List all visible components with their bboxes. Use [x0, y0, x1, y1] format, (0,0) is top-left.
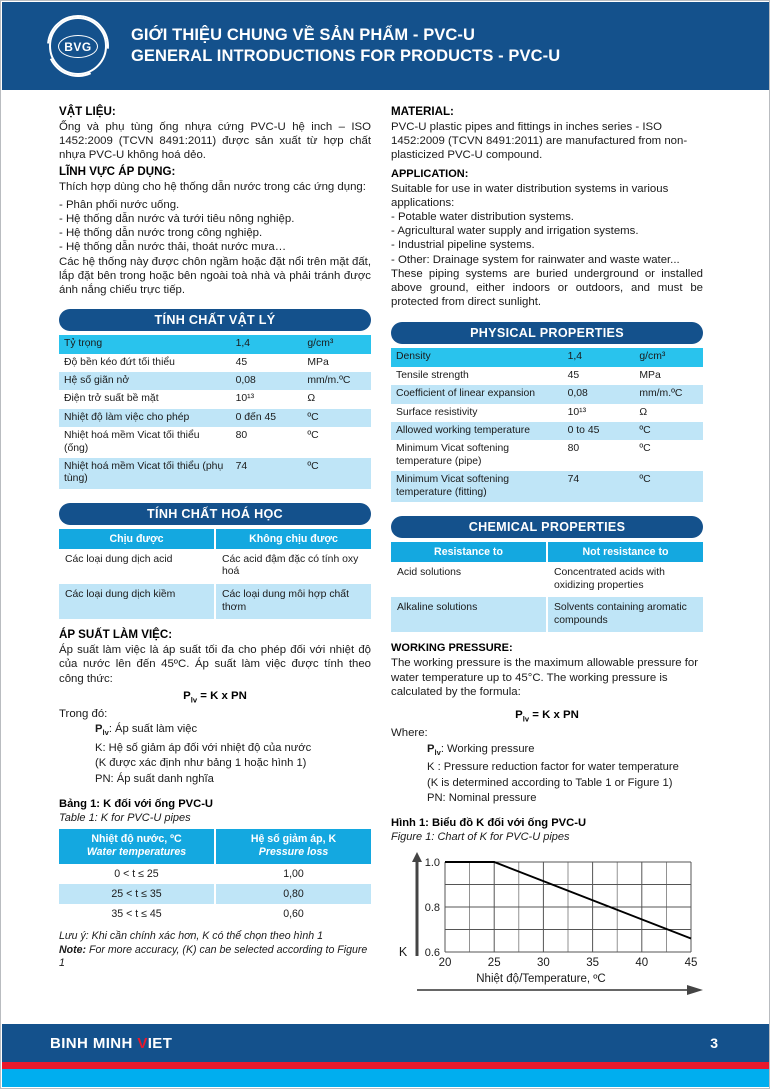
def-k-note-vi: (K được xác định như bảng 1 hoặc hình 1) — [95, 757, 307, 770]
application-intro-en: Suitable for use in water distribution systems in various applications: — [391, 182, 669, 209]
cell-name: Hệ số giãn nở — [59, 372, 231, 390]
material-heading-en: MATERIAL: — [391, 105, 454, 118]
cell-temp-range: 25 < t ≤ 35 — [59, 884, 215, 904]
cell-unit: ºC — [634, 440, 703, 471]
table-row — [391, 385, 703, 403]
cell-unit: MPa — [302, 354, 371, 372]
table-row — [391, 422, 703, 440]
cell-name: Nhiệt hoá mềm Vicat tối thiểu (ống) — [59, 427, 231, 458]
cell-value: 1,4 — [231, 335, 303, 353]
application-item-en: - Industrial pipeline systems. — [391, 239, 535, 252]
cell-unit: ºC — [302, 427, 371, 458]
def-plv-text: : Working pressure — [440, 742, 535, 755]
table1-note-en-wrap — [59, 944, 371, 971]
page-number: 3 — [710, 1035, 718, 1051]
cell-temp-range: 35 < t ≤ 45 — [59, 904, 215, 924]
cell-not-resistance: Solvents containing aromatic compounds — [547, 597, 703, 632]
where-label-en: Where: — [391, 727, 428, 740]
cell-resistance: Các loại dung dịch kiềm — [59, 584, 215, 619]
col-header-resistance: Chịu được — [59, 529, 215, 549]
cell-value: 10¹³ — [231, 390, 303, 408]
svg-text:40: 40 — [635, 957, 649, 970]
cell-name: Tensile strength — [391, 367, 563, 385]
footer-brand-part1: BINH MINH — [50, 1034, 138, 1052]
table-row — [391, 440, 703, 471]
table-header-row — [59, 529, 371, 549]
definition-list-vi — [59, 722, 371, 787]
def-pn-en: PN: Nominal pressure — [427, 792, 537, 805]
cell-value: 45 — [563, 367, 635, 385]
definition-list-en — [391, 742, 703, 807]
table-row — [59, 390, 371, 408]
cell-k-value: 0,80 — [215, 884, 371, 904]
application-outro-vi: Các hệ thống này được chôn ngầm hoặc đặt nổi trên mặt đất, lắp đặt bên trong hoặc bên ngoài toà nhà và phải tránh được ánh nắng chiếu trực tiếp. — [59, 255, 371, 297]
table-row — [59, 549, 371, 584]
cell-value: 74 — [563, 471, 635, 502]
formula-en — [391, 709, 703, 723]
def-plv-sub: lv — [434, 747, 441, 757]
physical-properties-block-en — [391, 322, 703, 502]
footer-brand — [50, 1035, 172, 1052]
formula-rest: = K x PN — [529, 709, 579, 722]
footer-brand-part2: IET — [147, 1034, 173, 1052]
cell-value: 0,08 — [563, 385, 635, 403]
cell-resistance: Các loại dung dịch acid — [59, 549, 215, 584]
svg-text:K: K — [398, 945, 408, 960]
chemical-properties-block-en — [391, 516, 703, 632]
table-row — [59, 884, 371, 904]
table1-note-en-text: For more accuracy, (K) can be selected according to Figure 1 — [59, 943, 368, 970]
svg-text:35: 35 — [586, 957, 599, 970]
cell-unit: mm/m.ºC — [634, 385, 703, 403]
physical-properties-block-vi — [59, 309, 371, 489]
cell-resistance: Alkaline solutions — [391, 597, 547, 632]
chemical-properties-table-vi — [59, 529, 371, 619]
def-plv-symbol: P — [95, 723, 103, 736]
bvg-logo — [47, 15, 109, 77]
svg-text:1.0: 1.0 — [424, 857, 440, 870]
def-plv-symbol: P — [427, 742, 435, 755]
table-row — [391, 562, 703, 597]
formula-p: P — [515, 709, 523, 722]
svg-text:30: 30 — [537, 957, 550, 970]
working-pressure-heading-en: WORKING PRESSURE: — [391, 642, 513, 655]
cell-unit: ºC — [634, 422, 703, 440]
table-row — [59, 335, 371, 353]
figure1-caption-en: Figure 1: Chart of K for PVC-U pipes — [391, 831, 570, 844]
footer-brand-v: V — [137, 1034, 148, 1052]
cell-unit: g/cm³ — [302, 335, 371, 353]
def-k-en: K : Pressure reduction factor for water temperature — [427, 761, 679, 774]
application-outro-en: These piping systems are buried underground or installed above ground, either indoors or outdoors, and must be protected from direct sunlight. — [391, 267, 703, 309]
chemical-properties-table-en — [391, 542, 703, 632]
cell-unit: ºC — [634, 471, 703, 502]
svg-text:45: 45 — [684, 957, 698, 970]
cell-name: Nhiệt độ làm việc cho phép — [59, 409, 231, 427]
table1-note-en-label: Note: — [59, 943, 87, 956]
col-header-water-temp — [59, 829, 215, 864]
table1-k-values — [59, 829, 371, 924]
def-k-vi: K: Hệ số giảm áp đối với nhiệt độ của nước — [95, 742, 312, 754]
column-vietnamese — [59, 105, 371, 970]
column-english — [391, 105, 703, 998]
table-row — [391, 404, 703, 422]
application-item-vi: - Hệ thống dẫn nước thải, thoát nước mưa… — [59, 241, 287, 254]
table-row — [59, 864, 371, 884]
page-header — [2, 2, 770, 90]
cell-value: 0 đến 45 — [231, 409, 303, 427]
cell-unit: Ω — [634, 404, 703, 422]
col-header-not-resistance: Không chịu được — [215, 529, 371, 549]
cell-value: 80 — [563, 440, 635, 471]
cell-value: 1,4 — [563, 348, 635, 366]
footer-cyan-stripe — [2, 1069, 770, 1087]
formula-subscript: lv — [522, 714, 530, 724]
cell-temp-range: 0 < t ≤ 25 — [59, 864, 215, 884]
physical-properties-title-vi: TÍNH CHẤT VẬT LÝ — [59, 309, 371, 331]
svg-text:0.6: 0.6 — [424, 947, 440, 960]
def-pn-vi: PN: Áp suất danh nghĩa — [95, 772, 214, 785]
cell-value: 80 — [231, 427, 303, 458]
logo-text: BVG — [58, 35, 98, 58]
formula-rest: = K x PN — [197, 689, 247, 702]
table-row — [59, 584, 371, 619]
cell-name: Độ bền kéo đứt tối thiểu — [59, 354, 231, 372]
cell-not-resistance: Các acid đậm đặc có tính oxy hoá — [215, 549, 371, 584]
figure1-chart — [391, 848, 703, 998]
cell-unit: ºC — [302, 409, 371, 427]
table-row — [59, 458, 371, 489]
svg-text:Nhiệt độ/Temperature, ºC: Nhiệt độ/Temperature, ºC — [476, 973, 606, 986]
table-row — [391, 597, 703, 632]
cell-name: Minimum Vicat softening temperature (pipe) — [391, 440, 563, 471]
application-item-vi: - Hệ thống dẫn nước và tưới tiêu nông nghiệp. — [59, 213, 295, 226]
material-body-vi: Ống và phụ tùng ống nhựa cứng PVC-U hệ inch – ISO 1452:2009 (TCVN 8491:2011) được sản xuất từ hợp chất nhựa PVC-U không hoá dẻo. — [59, 121, 371, 162]
cell-name: Density — [391, 348, 563, 366]
table-header-row — [391, 542, 703, 562]
cell-name: Surface resistivity — [391, 404, 563, 422]
cell-name: Minimum Vicat softening temperature (fitting) — [391, 471, 563, 502]
cell-unit: Ω — [302, 390, 371, 408]
table-row — [59, 904, 371, 924]
application-intro-vi: Thích hợp dùng cho hệ thống dẫn nước trong các ứng dụng: — [59, 180, 366, 193]
cell-value: 74 — [231, 458, 303, 489]
working-pressure-heading-vi: ÁP SUẤT LÀM VIỆC: — [59, 628, 173, 642]
svg-text:0.8: 0.8 — [424, 902, 440, 915]
cell-name: Tỷ trọng — [59, 335, 231, 353]
col-header-water-temp-en: Water temperatures — [86, 846, 187, 859]
physical-properties-title-en: PHYSICAL PROPERTIES — [391, 322, 703, 344]
header-title-en: GENERAL INTRODUCTIONS FOR PRODUCTS - PVC-U — [131, 47, 561, 65]
table-row — [59, 354, 371, 372]
chemical-properties-title-vi: TÍNH CHẤT HOÁ HỌC — [59, 503, 371, 525]
table-header-row — [59, 829, 371, 864]
footer-red-stripe — [2, 1062, 770, 1069]
cell-name: Điện trở suất bề mặt — [59, 390, 231, 408]
working-pressure-body-en: The working pressure is the maximum allowable pressure for water temperature up to 45°C. The working pressure is calculated by the formula: — [391, 657, 699, 698]
table1-block — [59, 797, 371, 970]
page-footer — [2, 1024, 770, 1087]
svg-text:25: 25 — [487, 957, 501, 970]
cell-resistance: Acid solutions — [391, 562, 547, 597]
col-header-water-temp-vi: Nhiệt độ nước, ºC — [91, 833, 182, 846]
application-heading-vi: LĨNH VỰC ÁP DỤNG: — [59, 164, 176, 178]
chemical-properties-title-en: CHEMICAL PROPERTIES — [391, 516, 703, 538]
table-row — [391, 471, 703, 502]
cell-value: 10¹³ — [563, 404, 635, 422]
table-row — [59, 427, 371, 458]
application-item-en: - Other: Drainage system for rainwater and waste water... — [391, 253, 680, 266]
cell-not-resistance: Concentrated acids with oxidizing properties — [547, 562, 703, 597]
table-row — [59, 372, 371, 390]
table1-caption-vi: Bảng 1: K đối với ống PVC-U — [59, 798, 214, 811]
cell-name: Coefficient of linear expansion — [391, 385, 563, 403]
table1-note — [59, 930, 371, 970]
cell-unit: mm/m.ºC — [302, 372, 371, 390]
formula-p: P — [183, 689, 191, 702]
physical-properties-table-vi — [59, 335, 371, 489]
cell-k-value: 1,00 — [215, 864, 371, 884]
def-plv-sub: lv — [102, 728, 109, 738]
k-chart-svg — [391, 848, 703, 998]
application-item-vi: - Phân phối nước uống. — [59, 198, 180, 211]
cell-k-value: 0,60 — [215, 904, 371, 924]
application-item-en: - Agricultural water supply and irrigation systems. — [391, 225, 639, 238]
table-row — [391, 348, 703, 366]
cell-name: Allowed working temperature — [391, 422, 563, 440]
cell-not-resistance: Các loại dung môi hợp chất thơm — [215, 584, 371, 619]
col-header-pressure-loss-vi: Hệ số giảm áp, K — [250, 833, 337, 846]
application-heading-en: APPLICATION: — [391, 167, 469, 180]
col-header-resistance: Resistance to — [391, 542, 547, 562]
col-header-pressure-loss — [215, 829, 371, 864]
material-body-en: PVC-U plastic pipes and fittings in inches series - ISO 1452:2009 (TCVN 8491:2011) are manufactured from non-plasticized PVC-U compound. — [391, 121, 688, 162]
chemical-properties-block-vi — [59, 503, 371, 619]
cell-name: Nhiệt hoá mềm Vicat tối thiểu (phụ tùng) — [59, 458, 231, 489]
application-item-vi: - Hệ thống dẫn nước trong công nghiệp. — [59, 227, 263, 240]
svg-text:20: 20 — [438, 957, 452, 970]
def-plv-en — [391, 742, 703, 761]
cell-unit: MPa — [634, 367, 703, 385]
def-k-note-en: (K is determined according to Table 1 or Figure 1) — [427, 776, 673, 789]
figure1-block — [391, 816, 703, 998]
application-item-en: - Potable water distribution systems. — [391, 211, 574, 224]
material-heading-vi: VẬT LIỆU: — [59, 105, 116, 118]
table-row — [391, 367, 703, 385]
def-plv-text: : Áp suất làm việc — [108, 723, 198, 736]
col-header-not-resistance: Not resistance to — [547, 542, 703, 562]
footer-bar — [2, 1024, 770, 1062]
header-title-vi: GIỚI THIỆU CHUNG VỀ SẢN PHẨM - PVC-U — [131, 26, 476, 44]
formula-vi — [59, 690, 371, 704]
cell-value: 0 to 45 — [563, 422, 635, 440]
figure1-caption-vi: Hình 1: Biểu đồ K đối với ống PVC-U — [391, 817, 587, 830]
working-pressure-body-vi: Áp suất làm việc là áp suất tối đa cho phép đối với nhiệt độ của nước lên đến 45ºC. Áp suất làm việc được tính theo công thức: — [59, 644, 371, 685]
cell-value: 0,08 — [231, 372, 303, 390]
physical-properties-table-en — [391, 348, 703, 502]
cell-value: 45 — [231, 354, 303, 372]
table-row — [59, 409, 371, 427]
cell-unit: ºC — [302, 458, 371, 489]
def-plv-vi — [59, 722, 371, 741]
table1-note-vi: Lưu ý: Khi cần chính xác hơn, K có thể chọn theo hình 1 — [59, 930, 324, 943]
header-title-group — [131, 25, 560, 67]
cell-unit: g/cm³ — [634, 348, 703, 366]
col-header-pressure-loss-en: Pressure loss — [258, 846, 329, 859]
where-label-vi: Trong đó: — [59, 708, 108, 721]
table1-caption-en: Table 1: K for PVC-U pipes — [59, 812, 191, 825]
formula-subscript: lv — [190, 695, 198, 705]
